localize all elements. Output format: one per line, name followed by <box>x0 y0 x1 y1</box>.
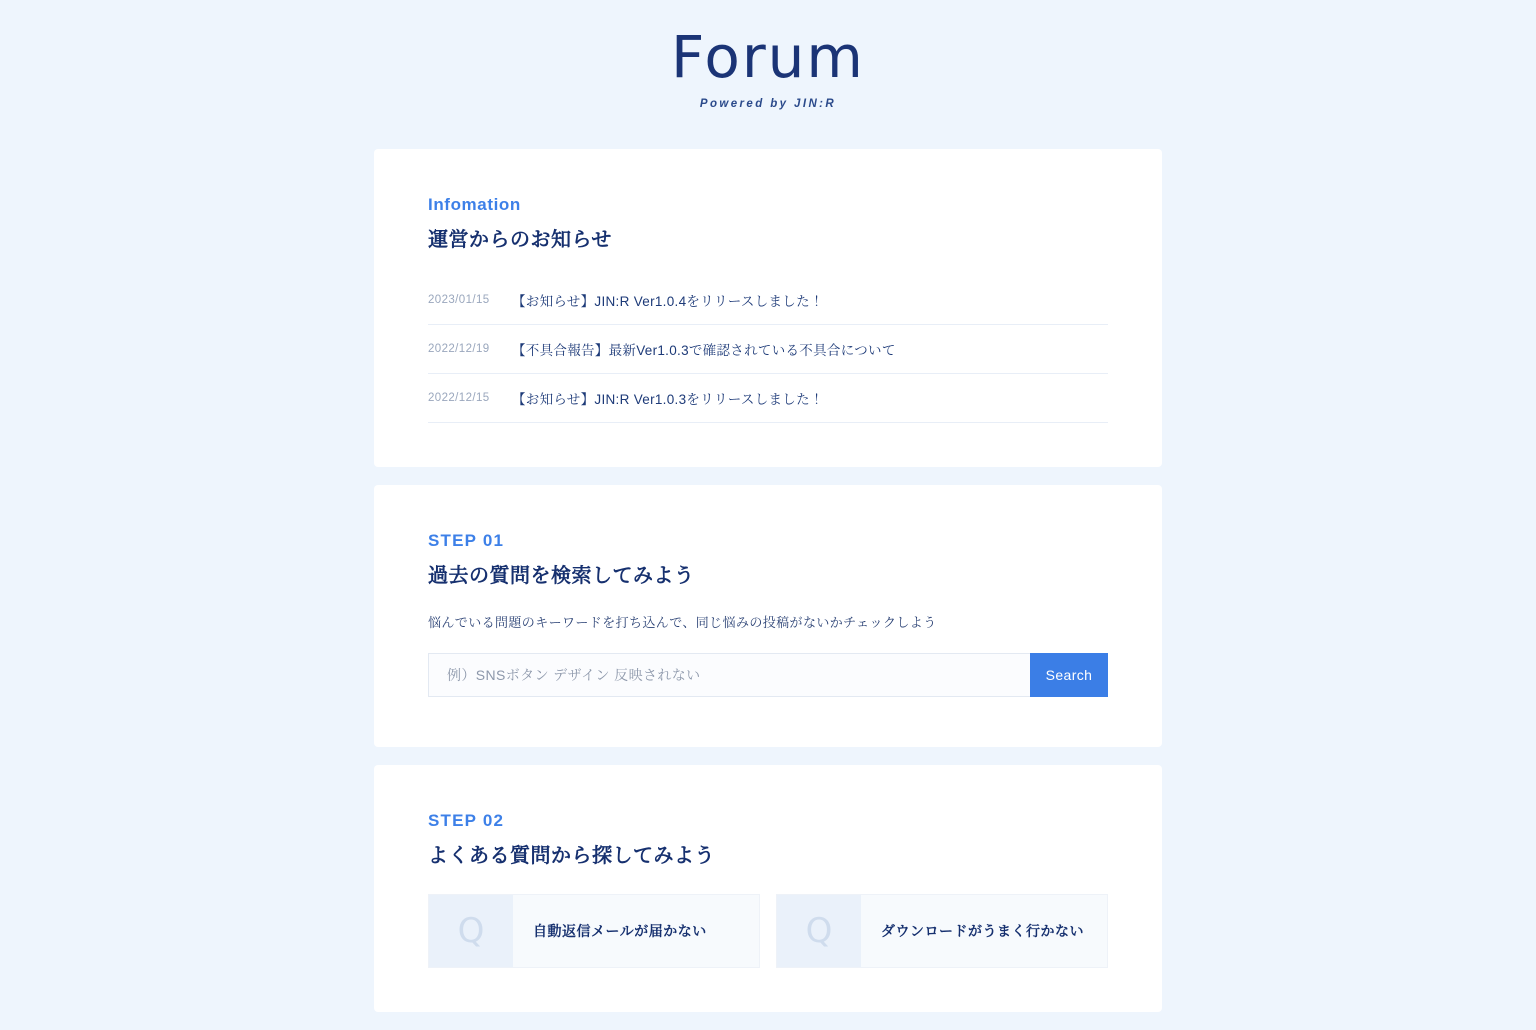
faq-grid <box>428 894 1108 968</box>
news-date: 2022/12/15 <box>428 391 490 404</box>
question-mark-icon: Q <box>429 895 513 967</box>
step01-title: 過去の質問を検索してみよう <box>428 564 695 587</box>
news-title[interactable]: 【お知らせ】JIN:R Ver1.0.4をリリースしました！ <box>512 293 824 309</box>
step02-card <box>374 765 1162 1012</box>
step01-card <box>374 485 1162 747</box>
step01-lead-text: 悩んでいる問題のキーワードを打ち込んで、同じ悩みの投稿がないかチェックしよう <box>428 614 937 630</box>
news-title[interactable]: 【お知らせ】JIN:R Ver1.0.3をリリースしました！ <box>512 391 824 407</box>
list-item[interactable] <box>428 374 1108 423</box>
step02-title: よくある質問から探してみよう <box>428 844 715 867</box>
faq-label[interactable]: 自動返信メールが届かない <box>533 922 707 939</box>
site-header <box>0 0 1536 110</box>
news-date: 2023/01/15 <box>428 293 490 306</box>
step02-eyebrow: STEP 02 <box>428 810 505 830</box>
step01-eyebrow: STEP 01 <box>428 530 505 550</box>
information-title: 運営からのお知らせ <box>428 228 612 251</box>
question-mark-icon: Q <box>777 895 861 967</box>
list-item[interactable] <box>428 325 1108 374</box>
news-list <box>428 278 1108 423</box>
search-input[interactable] <box>428 653 1030 697</box>
faq-card[interactable] <box>428 894 760 968</box>
news-title[interactable]: 【不具合報告】最新Ver1.0.3で確認されている不具合について <box>512 342 896 358</box>
site-logo-subtitle: Powered by JIN:R <box>699 97 837 110</box>
site-logo[interactable]: Forum <box>671 23 865 91</box>
search-row <box>428 653 1108 697</box>
faq-label[interactable]: ダウンロードがうまく行かない <box>881 922 1084 939</box>
faq-card[interactable] <box>776 894 1108 968</box>
information-eyebrow: Infomation <box>428 194 521 214</box>
information-card <box>374 149 1162 467</box>
list-item[interactable] <box>428 278 1108 325</box>
search-button[interactable]: Search <box>1030 653 1108 697</box>
news-date: 2022/12/19 <box>428 342 490 355</box>
